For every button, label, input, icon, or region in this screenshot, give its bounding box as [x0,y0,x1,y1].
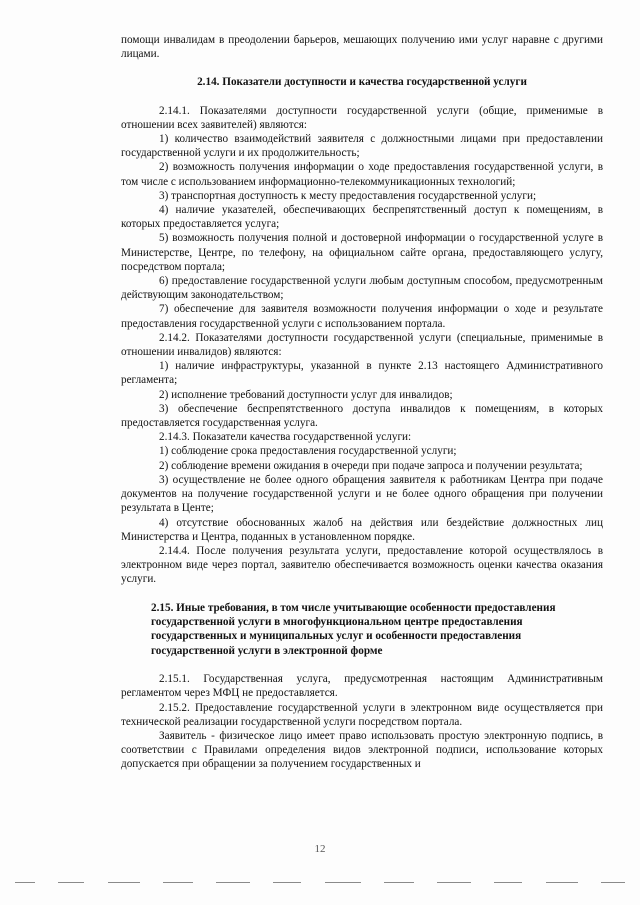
dash-segment [58,882,84,883]
dash-segment [15,882,35,883]
list-item-special-3: 3) обеспечение беспрепятственного доступа инвалидов к помещениям, в которых предоставляется государственная услуга. [121,402,603,430]
list-item-general-5: 5) возможность получения полной и достоверной информации о государственной услуге в Министерстве, Центре, по телефону, на официальном сайте органа, предоставляющего услугу, посредством портала; [121,232,603,273]
list-item-quality-1: 1) соблюдение срока предоставления государственной услуги; [159,445,457,458]
list-item-special-2: 2) исполнение требований доступности услуг для инвалидов; [159,388,453,401]
list-item-quality-4: 4) отсутствие обоснованных жалоб на действия или бездействие должностных лиц Министерства и Центра, поданных в установленном порядке. [121,516,603,543]
paragraph-2-14-4: 2.14.4. После получения результата услуги, предоставление которой осуществлялось в электронном виде через портал, заявителю обеспечивается возможность оценки качества оказания услуги. [121,544,603,586]
intro-paragraph: помощи инвалидам в преодолении барьеров, мешающих получению ими услуг наравне с другими лицами. [121,34,603,61]
dash-segment [216,882,250,883]
paragraph-2-15-1: 2.15.1. Государственная услуга, предусмотренная настоящим Административным регламентом через МФЦ не предоставляется. [121,673,603,700]
list-item-quality-2: 2) соблюдение времени ожидания в очереди при подаче запроса и получении результата; [159,459,583,472]
list-item-general-2: 2) возможность получения информации о ходе предоставления государственной услуги, в том числе с использованием информационно-телекоммуникационных технологий; [121,161,603,188]
section-2-14-heading: 2.14. Показатели доступности и качества государственной услуги [197,76,527,89]
document-body [121,33,603,772]
dash-segment [273,882,301,883]
section-2-15-heading: 2.15. Иные требования, в том числе учитывающие особенности предоставления государственной услуги в многофункциональном центре предоставления государственных и муниципальных услуг и особенности предоставления государственной услуги в электронной форме [151,601,556,657]
list-item-special-1: 1) наличие инфраструктуры, указанной в пункте 2.13 настоящего Административного регламента; [121,360,603,387]
list-item-general-3: 3) транспортная доступность к месту предоставления государственной услуги; [159,189,537,202]
dash-segment [325,882,361,883]
dash-segment [601,882,625,883]
dash-segment [163,882,193,883]
paragraph-2-14-2: 2.14.2. Показателями доступности государственной услуги (специальные, применимые в отношении инвалидов) являются: [121,331,603,359]
dash-segment [546,882,578,883]
list-item-general-6: 6) предоставление государственной услуги любым доступным способом, предусмотренным действующим законодательством; [121,275,603,302]
dash-segment [437,882,471,883]
paragraph-2-14-1: 2.14.1. Показателями доступности государственной услуги (общие, применимые в отношении всех заявителей) являются: [121,104,603,131]
list-item-general-7: 7) обеспечение для заявителя возможности получения информации о ходе и результате предоставления государственной услуги с использованием портала. [121,303,603,330]
list-item-general-1: 1) количество взаимодействий заявителя с должностными лицами при предоставлении государственной услуги и их продолжительность; [121,133,603,160]
paragraph-2-15-2: 2.15.2. Предоставление государственной услуги в электронном виде осуществляется при технической реализации государственной услуги посредством портала. [121,701,603,728]
dash-segment [384,882,414,883]
page-number: 12 [314,843,326,855]
list-item-quality-3: 3) осуществление не более одного обращения заявителя к работникам Центра при подаче документов на получение государственной услуги и не более одного обращения при получении результата в Центе; [121,473,603,515]
dash-segment [494,882,522,883]
dash-segment [108,882,140,883]
list-item-general-4: 4) наличие указателей, обеспечивающих беспрепятственный доступ к помещениям, в которых предоставляется услуга; [121,204,603,231]
paragraph-2-14-3: 2.14.3. Показатели качества государственной услуги: [159,431,412,444]
paragraph-signature-rights: Заявитель - физическое лицо имеет право использовать простую электронную подпись, в соответствии с Правилами определения видов электронной подписи, использование которых допускается при обращении за получением государственных и [121,729,603,771]
scan-artifact-dashes [15,882,625,884]
